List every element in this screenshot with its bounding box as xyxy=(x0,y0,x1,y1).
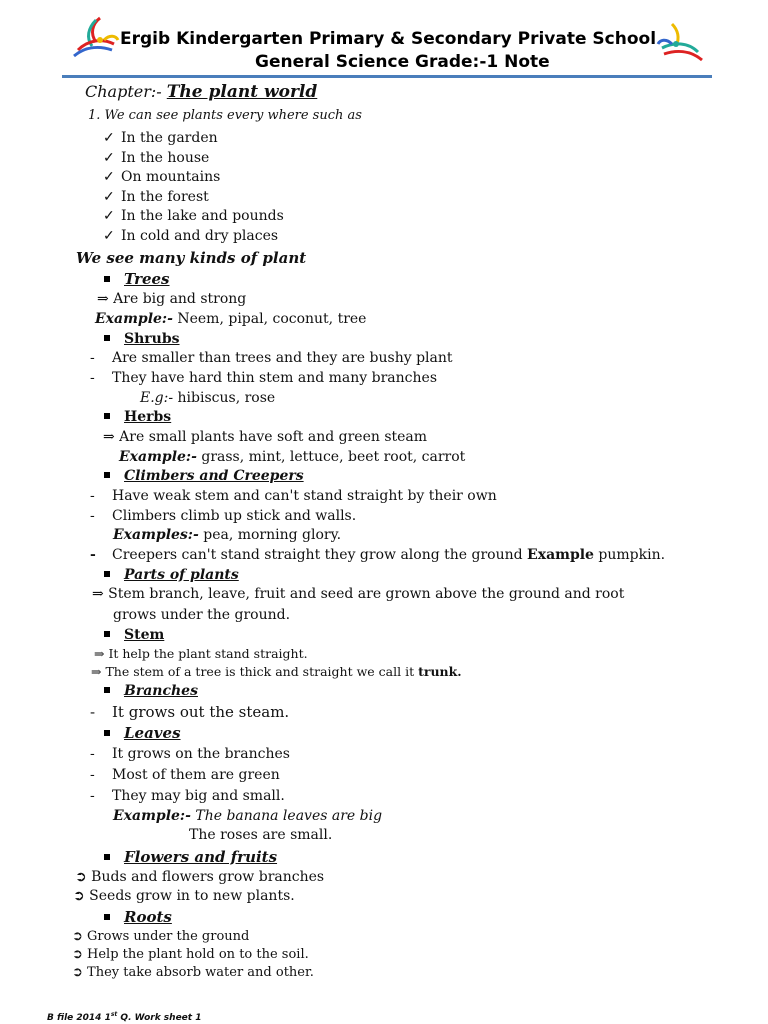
list-item: ➲ Grows under the ground xyxy=(72,929,250,944)
list-item: ✓ On mountains xyxy=(103,169,221,185)
section-flowers: Flowers and fruits xyxy=(104,848,277,866)
section-branches: Branches xyxy=(104,683,198,699)
list-item: - Are smaller than trees and they are bushy plant xyxy=(90,350,453,366)
bullet-icon xyxy=(104,571,110,577)
list-item: - Climbers climb up stick and walls. xyxy=(90,508,357,524)
parts-line-2: grows under the ground. xyxy=(113,607,291,623)
bullet-icon xyxy=(104,730,110,736)
page-footer: B file 2014 1st Q. Work sheet 1 xyxy=(47,1011,202,1023)
bullet-icon xyxy=(104,276,110,282)
kinds-heading: We see many kinds of plant xyxy=(76,249,307,267)
list-item: ➲ Help the plant hold on to the soil. xyxy=(72,947,309,962)
leaves-example: Example:- The banana leaves are big xyxy=(113,808,383,824)
trees-example: Example:- Neem, pipal, coconut, tree xyxy=(95,311,367,327)
bullet-icon xyxy=(104,472,110,478)
check-icon: ✓ xyxy=(103,208,115,224)
list-item: - They have hard thin stem and many branches xyxy=(90,370,438,386)
list-item: ✓ In the garden xyxy=(103,130,218,146)
list-item: - Have weak stem and can't stand straight by their own xyxy=(90,488,497,504)
chapter-title: The plant world xyxy=(166,82,318,102)
list-item: - It grows out the steam. xyxy=(90,703,290,721)
bullet-icon xyxy=(104,335,110,341)
bullet-icon xyxy=(104,631,110,637)
list-item: ➲ Seeds grow in to new plants. xyxy=(73,888,295,904)
check-icon: ✓ xyxy=(103,169,115,185)
section-trees: Trees xyxy=(104,270,170,288)
list-item: - Most of them are green xyxy=(90,767,280,783)
page-subtitle: General Science Grade:-1 Note xyxy=(255,52,550,72)
header-rule xyxy=(62,75,712,78)
section-parts: Parts of plants xyxy=(104,567,239,583)
list-item: ✓ In the house xyxy=(103,150,210,166)
bullet-icon xyxy=(104,687,110,693)
creepers-line: - Creepers can't stand straight they grow along the ground Example pumpkin. xyxy=(90,547,666,563)
climbers-example: Examples:- pea, morning glory. xyxy=(113,527,342,543)
list-item: ➲ They take absorb water and other. xyxy=(72,965,314,980)
check-icon: ✓ xyxy=(103,130,115,146)
herbs-line: ⇒ Are small plants have soft and green steam xyxy=(103,429,428,445)
chapter-heading xyxy=(85,82,317,102)
stem-line-2: ⇒ The stem of a tree is thick and straight we call it trunk. xyxy=(91,664,462,679)
bullet-icon xyxy=(104,914,110,920)
list-item: ➲ Buds and flowers grow branches xyxy=(75,869,325,885)
shrubs-example: E.g:- hibiscus, rose xyxy=(140,390,276,406)
school-name: Ergib Kindergarten Primary & Secondary Private School xyxy=(120,29,657,49)
parts-line-1: ⇒ Stem branch, leave, fruit and seed are grown above the ground and root xyxy=(92,586,625,602)
section-shrubs: Shrubs xyxy=(104,331,180,347)
stem-line-1: ⇒ It help the plant stand straight. xyxy=(94,646,308,661)
list-item: ✓ In the lake and pounds xyxy=(103,208,284,224)
intro-line: 1. We can see plants every where such as xyxy=(88,108,362,123)
list-item: - They may big and small. xyxy=(90,788,285,804)
list-item: ✓ In cold and dry places xyxy=(103,228,279,244)
check-icon: ✓ xyxy=(103,189,115,205)
bullet-icon xyxy=(104,854,110,860)
section-climbers: Climbers and Creepers xyxy=(104,468,304,484)
list-item: ✓ In the forest xyxy=(103,189,209,205)
check-icon: ✓ xyxy=(103,228,115,244)
section-roots: Roots xyxy=(104,908,172,926)
section-stem: Stem xyxy=(104,627,164,643)
chapter-label: Chapter:- xyxy=(85,82,162,101)
leaves-example-2: The roses are small. xyxy=(189,827,333,843)
bullet-icon xyxy=(104,413,110,419)
section-leaves: Leaves xyxy=(104,724,181,742)
list-item: - It grows on the branches xyxy=(90,746,290,762)
check-icon: ✓ xyxy=(103,150,115,166)
section-herbs: Herbs xyxy=(104,409,171,425)
herbs-example: Example:- grass, mint, lettuce, beet root, carrot xyxy=(119,449,466,465)
trees-line: ⇒ Are big and strong xyxy=(97,291,247,307)
